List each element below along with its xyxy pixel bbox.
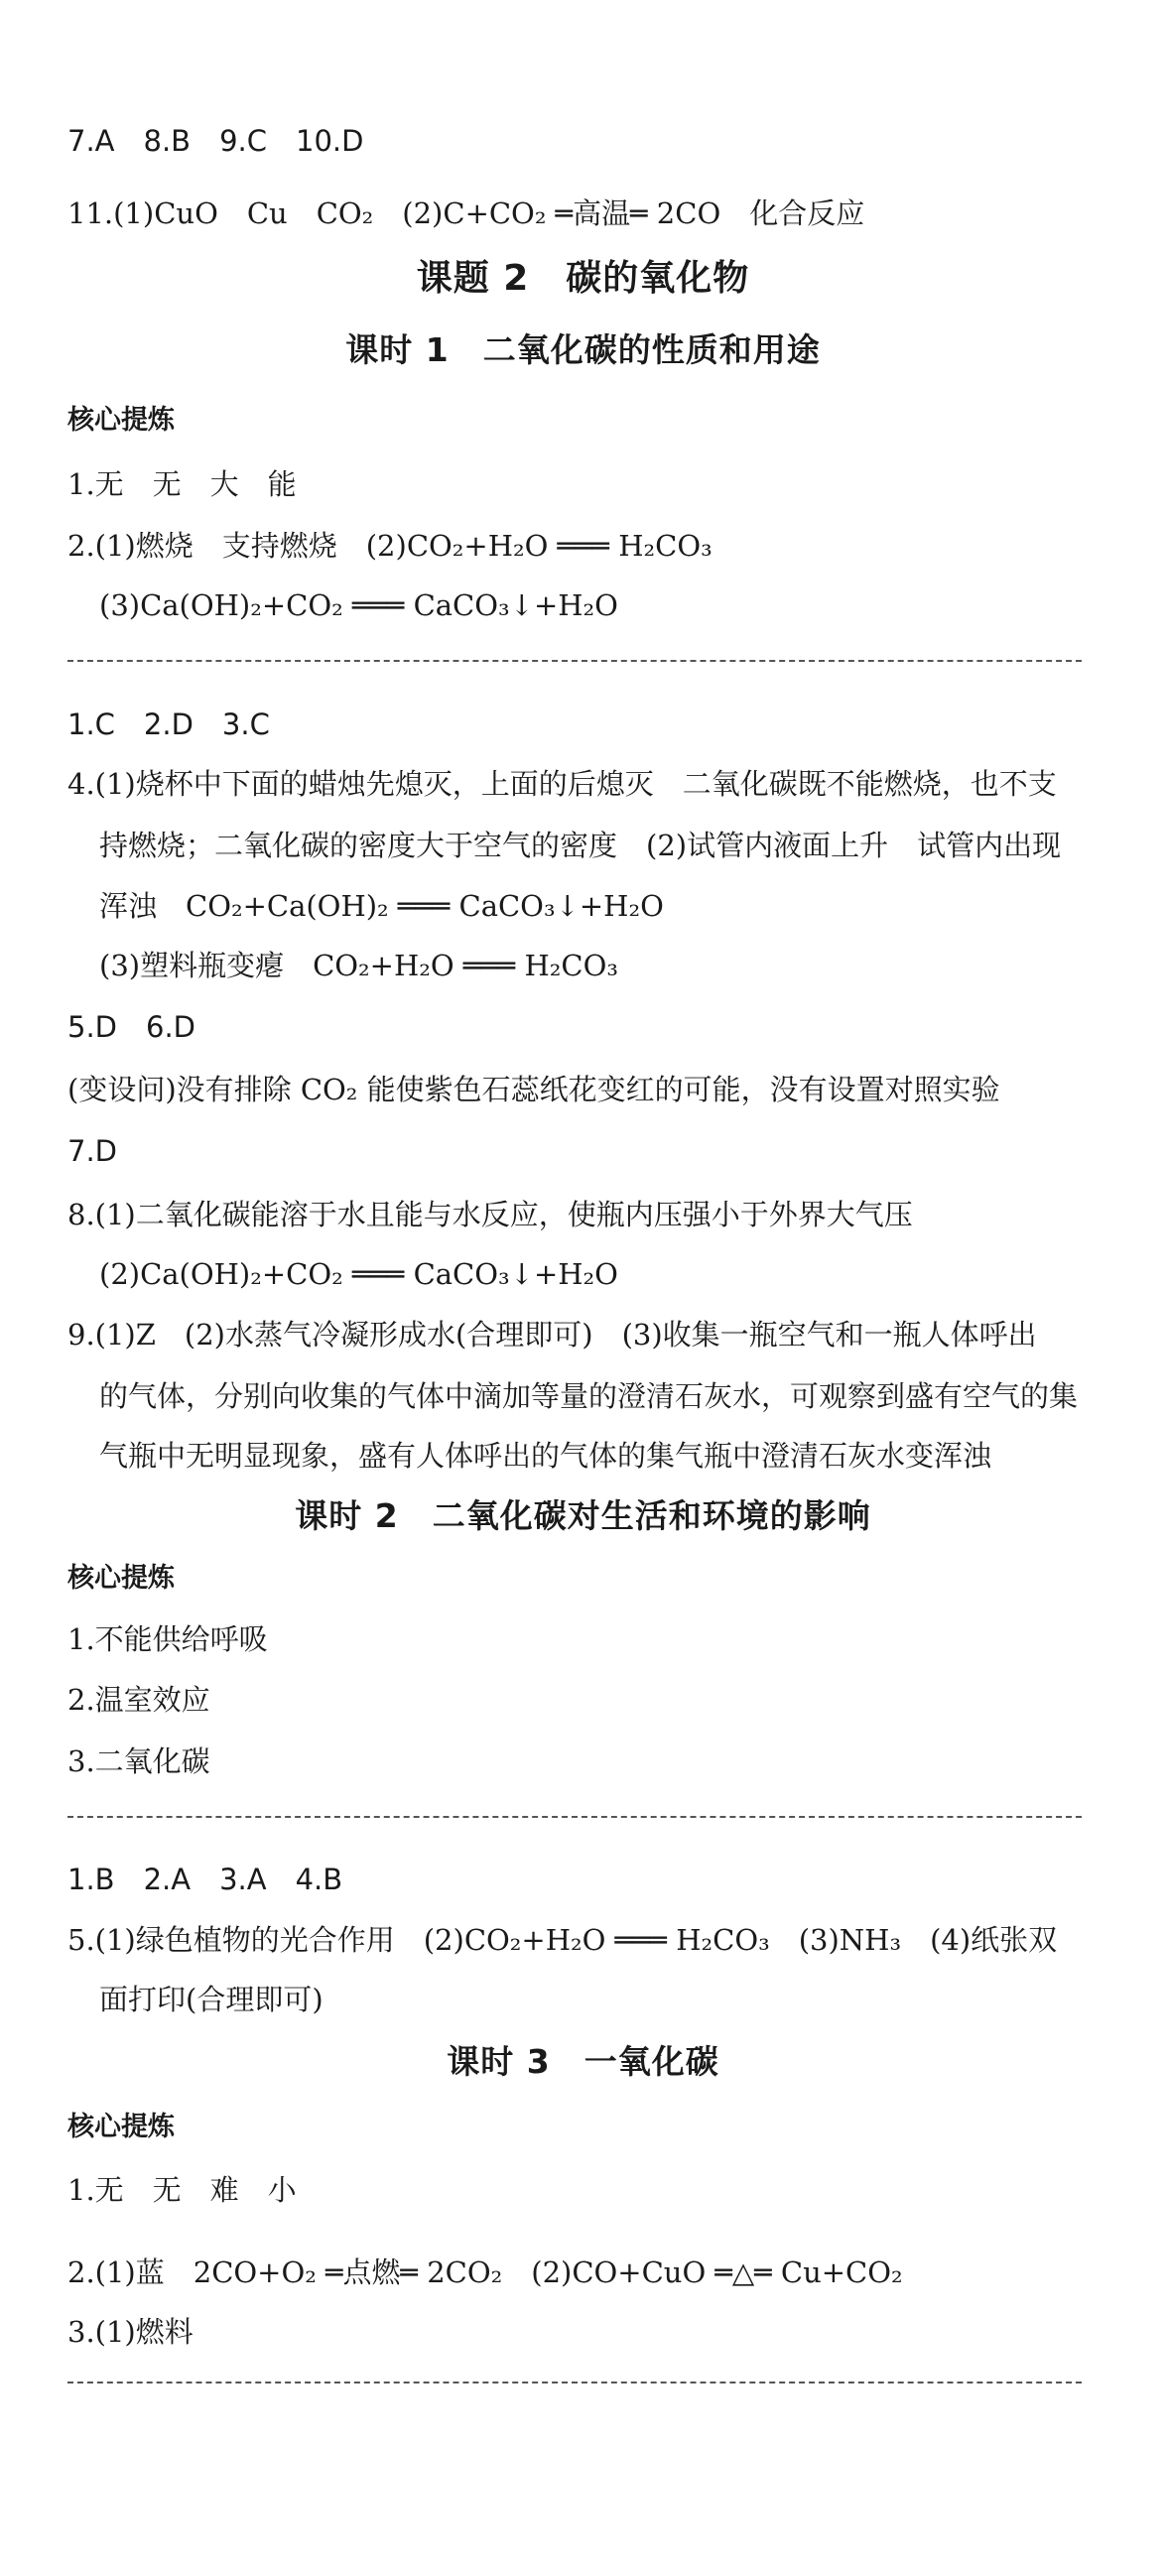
- answers-5-6: 5.D 6.D: [67, 1010, 195, 1044]
- variant-question-answer: (变设问)没有排除 CO₂ 能使紫色石蕊纸花变红的可能，没有设置对照实验: [67, 1073, 1000, 1106]
- core-item-2: 2.(1)燃烧 支持燃烧 (2)CO₂+H₂O ═══ H₂CO₃: [67, 529, 713, 563]
- core-summary-label: 核心提炼: [67, 405, 175, 436]
- core-item-2: 2.(1)蓝 2CO+O₂ ═点燃═ 2CO₂ (2)CO+CuO ═△═ Cu+CO₂: [67, 2255, 903, 2289]
- answers-7-10: 7.A 8.B 9.C 10.D: [67, 124, 364, 158]
- lesson-2-title: 课时 2 二氧化碳对生活和环境的影响: [295, 1496, 871, 1535]
- lesson-3-title: 课时 3 一氧化碳: [447, 2042, 719, 2081]
- answer-7: 7.D: [67, 1134, 117, 1168]
- answer-9-line-3: 气瓶中无明显现象，盛有人体呼出的气体的集气瓶中澄清石灰水变浑浊: [99, 1439, 992, 1473]
- answer-4-line-3: 浑浊 CO₂+Ca(OH)₂ ═══ CaCO₃↓+H₂O: [99, 889, 664, 923]
- answer-4-line-4: (3)塑料瓶变瘪 CO₂+H₂O ═══ H₂CO₃: [99, 949, 618, 982]
- core-item-1: 1.无 无 大 能: [67, 467, 297, 501]
- core-item-1: 1.不能供给呼吸: [67, 1622, 268, 1656]
- core-item-2: 2.温室效应: [67, 1683, 210, 1717]
- answers-1-4: 1.B 2.A 3.A 4.B: [67, 1863, 343, 1896]
- answer-11: 11.(1)CuO Cu CO₂ (2)C+CO₂ ═高温═ 2CO 化合反应: [67, 196, 865, 230]
- dashed-divider: [67, 660, 1082, 662]
- answers-1-3: 1.C 2.D 3.C: [67, 708, 270, 741]
- lesson-1-title: 课时 1 二氧化碳的性质和用途: [345, 330, 821, 369]
- core-item-1: 1.无 无 难 小: [67, 2173, 297, 2207]
- answer-4-line-2: 持燃烧；二氧化碳的密度大于空气的密度 (2)试管内液面上升 试管内出现: [99, 829, 1062, 862]
- answer-4-line-1: 4.(1)烧杯中下面的蜡烛先熄灭，上面的后熄灭 二氧化碳既不能燃烧，也不支: [67, 767, 1057, 801]
- section-title-carbon-oxides: 课题 2 碳的氧化物: [416, 258, 750, 299]
- core-summary-label: 核心提炼: [67, 1563, 175, 1594]
- answer-8-line-2: (2)Ca(OH)₂+CO₂ ═══ CaCO₃↓+H₂O: [99, 1257, 618, 1291]
- dashed-divider: [67, 2382, 1082, 2383]
- core-item-3: 3.(1)燃料: [67, 2315, 194, 2349]
- answer-8-line-1: 8.(1)二氧化碳能溶于水且能与水反应，使瓶内压强小于外界大气压: [67, 1198, 913, 1231]
- answer-5-line-1: 5.(1)绿色植物的光合作用 (2)CO₂+H₂O ═══ H₂CO₃ (3)NH₃ (4)纸张双: [67, 1923, 1058, 1957]
- core-item-3: 3.二氧化碳: [67, 1744, 210, 1778]
- core-summary-label: 核心提炼: [67, 2112, 175, 2142]
- answer-9-line-1: 9.(1)Z (2)水蒸气冷凝形成水(合理即可) (3)收集一瓶空气和一瓶人体呼出: [67, 1318, 1037, 1352]
- core-item-2-cont: (3)Ca(OH)₂+CO₂ ═══ CaCO₃↓+H₂O: [99, 588, 618, 622]
- answer-9-line-2: 的气体，分别向收集的气体中滴加等量的澄清石灰水，可观察到盛有空气的集: [99, 1379, 1079, 1413]
- dashed-divider: [67, 1816, 1082, 1818]
- answer-5-line-2: 面打印(合理即可): [99, 1983, 324, 2016]
